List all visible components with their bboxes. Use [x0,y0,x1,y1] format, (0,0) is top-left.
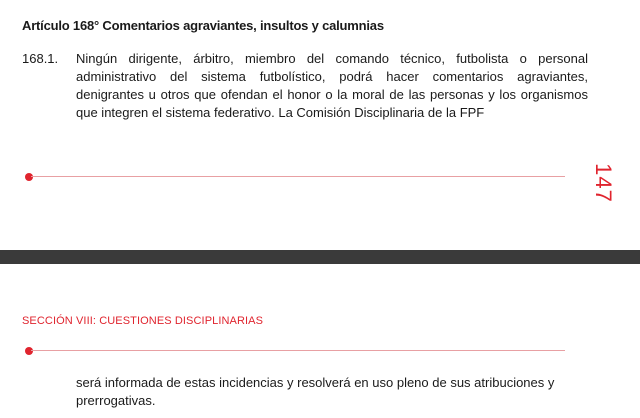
page-number [588,163,618,203]
rule-dot [25,173,33,181]
rule-dot [25,347,33,355]
footer-rule [25,173,565,181]
section-header: SECCIÓN VIII: CUESTIONES DISCIPLINARIAS [22,315,264,327]
page-number-text: 147 [591,163,616,203]
article-title: Artículo 168° Comentarios agraviantes, insultos y calumnias [22,18,384,33]
clause-text: Ningún dirigente, árbitro, miembro del comando técnico, futbolista o personal administrativo del sistema futbolístico, podrá hacer comentarios agraviantes, denigrantes u otros que ofendan el honor o la moral de las personas y los organismos que integren el sistema federativo. La Comisión Disciplinaria de la FPF [76,51,588,120]
page-break-band [0,250,640,264]
header-rule [25,347,565,355]
rule-line [31,176,565,177]
clause-number: 168.1. [22,51,59,66]
continuation-text: será informada de estas incidencias y resolverá en uso pleno de sus atribuciones y prerrogativas. [76,375,555,408]
page-148 [0,264,640,418]
rule-line [31,350,565,351]
